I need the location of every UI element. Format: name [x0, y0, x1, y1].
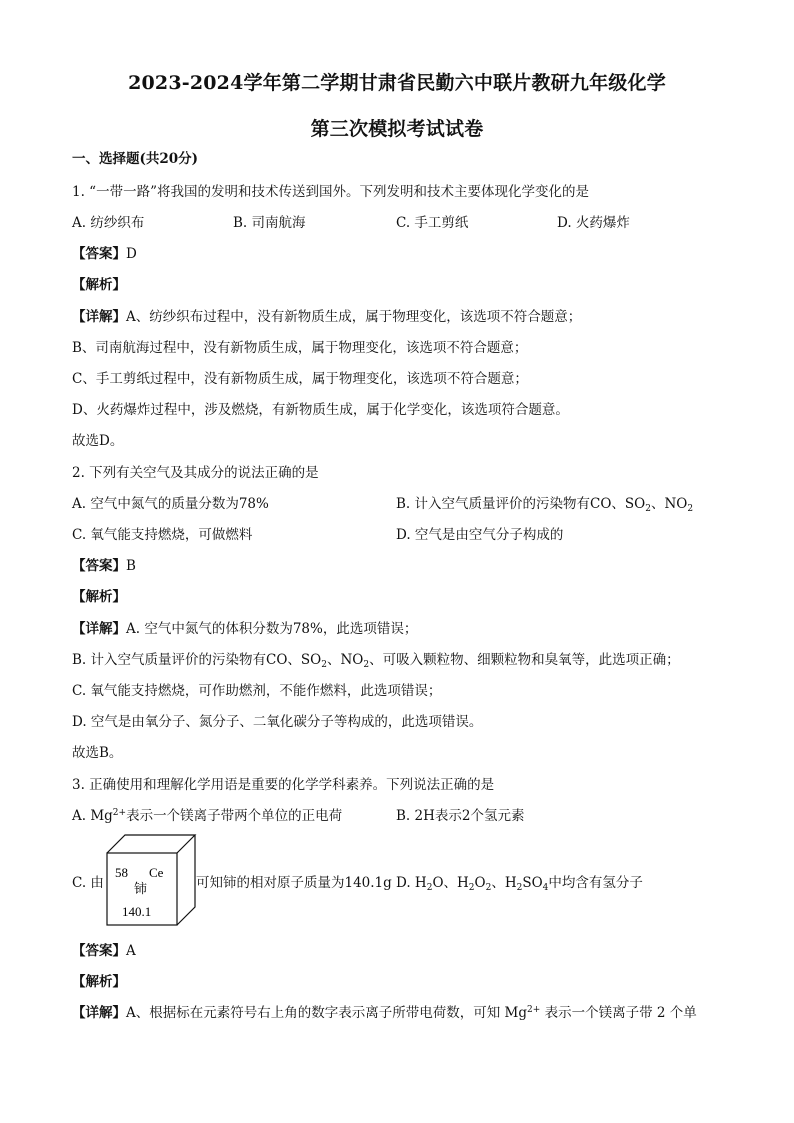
q2-detail-a	[72, 620, 417, 638]
q3-option-a-text2: 表示一个镁离子带两个单位的正电荷	[126, 808, 343, 824]
subscript: 2	[363, 660, 370, 670]
q2-option-a: A. 空气中氮气的质量分数为78%	[72, 496, 269, 512]
q3-option-d	[396, 874, 643, 892]
q2-option-d: D. 空气是由空气分子构成的	[396, 527, 564, 543]
q2-detail-c: C. 氧气能支持燃烧，可作助燃剂，不能作燃料，此选项错误；	[72, 683, 442, 699]
q3-analysis-label: 【解析】	[72, 974, 126, 990]
q2-answer-value: B	[126, 558, 136, 574]
subscript: 2	[426, 883, 433, 893]
q3-option-d-text: D. H	[396, 875, 427, 891]
q1-option-b: B. 司南航海	[233, 215, 306, 231]
subscript: 2	[687, 504, 694, 514]
q3-detail-a	[72, 1004, 697, 1022]
cerium-element-tile	[105, 833, 197, 927]
superscript: 2+	[527, 1005, 541, 1015]
cube-top-face	[107, 835, 195, 853]
subscript: 4	[542, 883, 549, 893]
q2-detail-b-text: B. 计入空气质量评价的污染物有CO、SO	[72, 652, 322, 668]
q1-analysis-label: 【解析】	[72, 277, 126, 293]
q1-detail-b: B、司南航海过程中，没有新物质生成，属于物理变化，该选项不符合题意；	[72, 340, 528, 356]
q1-answer	[72, 245, 137, 263]
detail-label: 【详解】	[72, 621, 126, 637]
q2-option-b-text2: 、NO	[650, 496, 688, 512]
q2-detail-b	[72, 651, 680, 669]
q1-detail-a-text: A、纺纱织布过程中，没有新物质生成，属于物理变化，该选项不符合题意；	[126, 309, 582, 325]
subscript: 2	[485, 883, 492, 893]
q2-option-c: C. 氧气能支持燃烧，可做燃料	[72, 527, 253, 543]
q3-option-d-text3: O	[474, 875, 486, 891]
document-title-line2: 第三次模拟考试试卷	[310, 118, 484, 140]
element-symbol: Ce	[149, 865, 164, 880]
q2-detail-b-text2: 、NO	[326, 652, 364, 668]
q2-stem: 2. 下列有关空气及其成分的说法正确的是	[72, 465, 319, 481]
document-title-line1: 2023-2024学年第二学期甘肃省民勤六中联片教研九年级化学	[128, 72, 666, 94]
q1-option-c: C. 手工剪纸	[396, 215, 469, 231]
subscript: 2	[468, 883, 475, 893]
answer-label: 【答案】	[72, 943, 126, 959]
q3-answer-value: A	[126, 943, 136, 959]
q1-detail-d: D、火药爆炸过程中，涉及燃烧，有新物质生成，属于化学变化，该选项符合题意。	[72, 402, 569, 418]
q3-detail-a-text: A、根据标在元素符号右上角的数字表示离子所带电荷数，可知 Mg	[126, 1005, 528, 1021]
subscript: 2	[645, 504, 651, 514]
q2-detail-a-text: A. 空气中氮气的体积分数为78%，此选项错误；	[126, 621, 418, 637]
cube-side-face	[177, 835, 195, 925]
element-name: 铈	[134, 882, 148, 897]
q3-option-c-suffix: 可知铈的相对原子质量为140.1g	[196, 875, 392, 891]
q2-conclusion: 故选B。	[72, 745, 123, 761]
q3-option-d-text6: 中均含有氢分子	[548, 875, 643, 891]
section-heading: 一、选择题(共20分)	[72, 151, 199, 167]
q1-answer-value: D	[126, 246, 137, 262]
q1-option-d: D. 火药爆炸	[557, 215, 630, 231]
superscript: 2+	[112, 808, 127, 818]
q2-option-b	[396, 495, 693, 513]
q1-detail-c: C、手工剪纸过程中，没有新物质生成，属于物理变化，该选项不符合题意；	[72, 371, 528, 387]
q3-option-d-text5: SO	[522, 875, 543, 891]
q1-stem: 1. “一带一路”将我国的发明和技术传送到国外。下列发明和技术主要体现化学变化的是	[72, 184, 589, 200]
q1-option-a: A. 纺纱织布	[72, 215, 145, 231]
q2-option-b-text: B. 计入空气质量评价的污染物有CO、SO	[396, 496, 646, 512]
q1-detail-a	[72, 308, 581, 326]
detail-label: 【详解】	[72, 309, 126, 325]
q3-option-b: B. 2H表示2个氢元素	[396, 808, 525, 824]
answer-label: 【答案】	[72, 246, 126, 262]
q1-conclusion: 故选D。	[72, 433, 124, 449]
q3-answer	[72, 942, 136, 960]
detail-label: 【详解】	[72, 1005, 126, 1021]
q3-option-c-prefix: C. 由	[72, 875, 104, 891]
q3-option-d-text4: 、H	[491, 875, 517, 891]
element-mass: 140.1	[122, 904, 152, 919]
q3-option-a	[72, 807, 342, 825]
q3-option-d-text2: O、H	[432, 875, 469, 891]
q3-option-a-text: A. Mg	[72, 808, 113, 824]
q3-detail-a-text2: 表示一个镁离子带 2 个单	[540, 1005, 697, 1021]
q2-answer	[72, 557, 136, 575]
element-number: 58	[115, 865, 128, 880]
q2-detail-b-text3: 、可吸入颗粒物、细颗粒物和臭氧等，此选项正确；	[369, 652, 680, 668]
subscript: 2	[516, 883, 523, 893]
q3-stem: 3. 正确使用和理解化学用语是重要的化学学科素养。下列说法正确的是	[72, 777, 495, 793]
answer-label: 【答案】	[72, 558, 126, 574]
q2-detail-d: D. 空气是由氧分子、氮分子、二氧化碳分子等构成的，此选项错误。	[72, 714, 483, 730]
subscript: 2	[321, 660, 327, 670]
q2-analysis-label: 【解析】	[72, 589, 126, 605]
